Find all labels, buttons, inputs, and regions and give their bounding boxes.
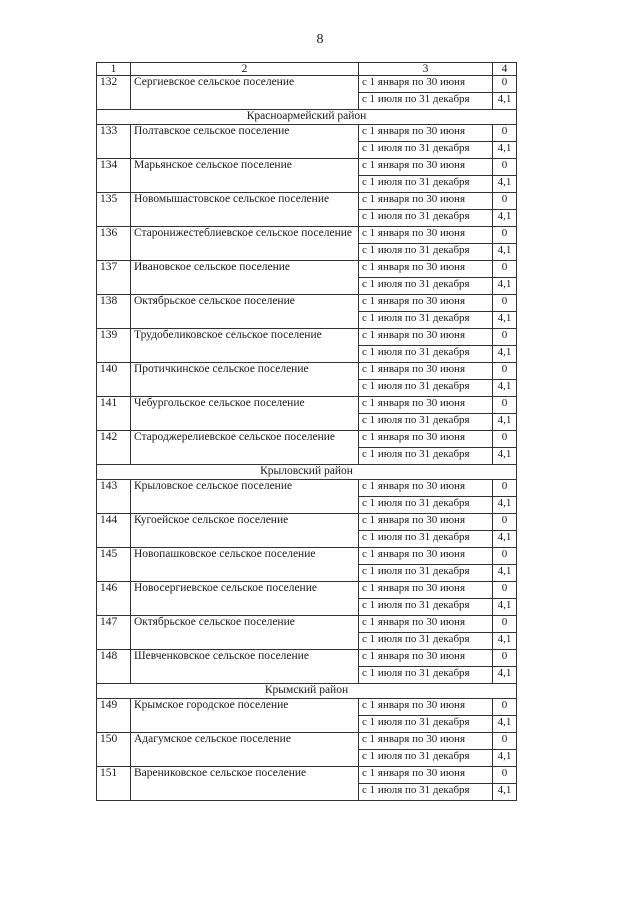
period-cell: с 1 июля по 31 декабря xyxy=(359,176,493,193)
settlement-name: Полтавское сельское поселение xyxy=(131,125,359,159)
table-row xyxy=(97,397,517,414)
table-row xyxy=(97,767,517,784)
table-row xyxy=(97,261,517,278)
value-cell: 0 xyxy=(493,397,517,414)
settlement-name: Варениковское сельское поселение xyxy=(131,767,359,801)
settlement-name: Адагумское сельское поселение xyxy=(131,733,359,767)
region-header-row xyxy=(97,465,517,480)
table-row xyxy=(97,616,517,633)
period-cell: с 1 января по 30 июня xyxy=(359,582,493,599)
period-cell: с 1 января по 30 июня xyxy=(359,397,493,414)
period-cell: с 1 января по 30 июня xyxy=(359,733,493,750)
row-number: 144 xyxy=(97,514,131,548)
row-number: 151 xyxy=(97,767,131,801)
value-cell: 0 xyxy=(493,329,517,346)
region-name: Крымский район xyxy=(97,684,517,699)
value-cell: 4,1 xyxy=(493,176,517,193)
value-cell: 0 xyxy=(493,363,517,380)
settlement-name: Протичкинское сельское поселение xyxy=(131,363,359,397)
period-cell: с 1 января по 30 июня xyxy=(359,767,493,784)
value-cell: 0 xyxy=(493,548,517,565)
period-cell: с 1 января по 30 июня xyxy=(359,76,493,93)
period-cell: с 1 июля по 31 декабря xyxy=(359,414,493,431)
table-row xyxy=(97,125,517,142)
table-row xyxy=(97,193,517,210)
row-number: 133 xyxy=(97,125,131,159)
value-cell: 0 xyxy=(493,616,517,633)
value-cell: 4,1 xyxy=(493,599,517,616)
region-header-row xyxy=(97,684,517,699)
period-cell: с 1 июля по 31 декабря xyxy=(359,750,493,767)
row-number: 141 xyxy=(97,397,131,431)
value-cell: 4,1 xyxy=(493,312,517,329)
period-cell: с 1 января по 30 июня xyxy=(359,548,493,565)
period-cell: с 1 июля по 31 декабря xyxy=(359,312,493,329)
row-number: 148 xyxy=(97,650,131,684)
row-number: 146 xyxy=(97,582,131,616)
settlement-name: Шевченковское сельское поселение xyxy=(131,650,359,684)
period-cell: с 1 июля по 31 декабря xyxy=(359,448,493,465)
row-number: 145 xyxy=(97,548,131,582)
period-cell: с 1 июля по 31 декабря xyxy=(359,531,493,548)
settlement-name: Кугоейское сельское поселение xyxy=(131,514,359,548)
settlement-name: Чебургольское сельское поселение xyxy=(131,397,359,431)
period-cell: с 1 января по 30 июня xyxy=(359,699,493,716)
table-row xyxy=(97,480,517,497)
row-number: 143 xyxy=(97,480,131,514)
settlement-name: Новомышастовское сельское поселение xyxy=(131,193,359,227)
column-header-row xyxy=(97,63,517,76)
table-row xyxy=(97,699,517,716)
table-row xyxy=(97,431,517,448)
period-cell: с 1 июля по 31 декабря xyxy=(359,784,493,801)
settlement-name: Крымское городское поселение xyxy=(131,699,359,733)
region-name: Крыловский район xyxy=(97,465,517,480)
period-cell: с 1 июля по 31 декабря xyxy=(359,599,493,616)
settlement-name: Сергиевское сельское поселение xyxy=(131,76,359,110)
value-cell: 4,1 xyxy=(493,278,517,295)
settlement-name: Трудобеликовское сельское поселение xyxy=(131,329,359,363)
value-cell: 4,1 xyxy=(493,414,517,431)
period-cell: с 1 января по 30 июня xyxy=(359,431,493,448)
period-cell: с 1 января по 30 июня xyxy=(359,329,493,346)
column-header-2: 2 xyxy=(131,63,359,76)
settlement-name: Старонижестеблиевское сельское поселение xyxy=(131,227,359,261)
value-cell: 0 xyxy=(493,159,517,176)
value-cell: 4,1 xyxy=(493,244,517,261)
value-cell: 0 xyxy=(493,76,517,93)
table-body xyxy=(97,63,517,801)
period-cell: с 1 января по 30 июня xyxy=(359,227,493,244)
period-cell: с 1 июля по 31 декабря xyxy=(359,244,493,261)
value-cell: 0 xyxy=(493,650,517,667)
value-cell: 4,1 xyxy=(493,784,517,801)
row-number: 137 xyxy=(97,261,131,295)
table-row xyxy=(97,159,517,176)
period-cell: с 1 января по 30 июня xyxy=(359,363,493,380)
value-cell: 0 xyxy=(493,514,517,531)
row-number: 140 xyxy=(97,363,131,397)
row-number: 150 xyxy=(97,733,131,767)
settlement-name: Октябрьское сельское поселение xyxy=(131,295,359,329)
value-cell: 4,1 xyxy=(493,750,517,767)
period-cell: с 1 июля по 31 декабря xyxy=(359,93,493,110)
row-number: 147 xyxy=(97,616,131,650)
value-cell: 0 xyxy=(493,699,517,716)
value-cell: 4,1 xyxy=(493,93,517,110)
value-cell: 0 xyxy=(493,227,517,244)
period-cell: с 1 июля по 31 декабря xyxy=(359,497,493,514)
column-header-4: 4 xyxy=(493,63,517,76)
table-row xyxy=(97,76,517,93)
period-cell: с 1 июля по 31 декабря xyxy=(359,278,493,295)
value-cell: 0 xyxy=(493,125,517,142)
value-cell: 4,1 xyxy=(493,667,517,684)
region-name: Красноармейский район xyxy=(97,110,517,125)
period-cell: с 1 июля по 31 декабря xyxy=(359,142,493,159)
settlement-name: Ивановское сельское поселение xyxy=(131,261,359,295)
settlement-name: Новопашковское сельское поселение xyxy=(131,548,359,582)
settlement-name: Октябрьское сельское поселение xyxy=(131,616,359,650)
period-cell: с 1 января по 30 июня xyxy=(359,125,493,142)
period-cell: с 1 января по 30 июня xyxy=(359,261,493,278)
value-cell: 0 xyxy=(493,582,517,599)
value-cell: 4,1 xyxy=(493,497,517,514)
period-cell: с 1 января по 30 июня xyxy=(359,616,493,633)
value-cell: 0 xyxy=(493,480,517,497)
period-cell: с 1 июля по 31 декабря xyxy=(359,633,493,650)
column-header-3: 3 xyxy=(359,63,493,76)
period-cell: с 1 июля по 31 декабря xyxy=(359,565,493,582)
value-cell: 0 xyxy=(493,193,517,210)
table-row xyxy=(97,733,517,750)
row-number: 138 xyxy=(97,295,131,329)
value-cell: 0 xyxy=(493,733,517,750)
value-cell: 4,1 xyxy=(493,142,517,159)
value-cell: 0 xyxy=(493,431,517,448)
row-number: 136 xyxy=(97,227,131,261)
period-cell: с 1 января по 30 июня xyxy=(359,514,493,531)
page-number: 8 xyxy=(316,32,324,47)
table-row xyxy=(97,363,517,380)
row-number: 134 xyxy=(97,159,131,193)
period-cell: с 1 января по 30 июня xyxy=(359,295,493,312)
table-row xyxy=(97,548,517,565)
period-cell: с 1 июля по 31 декабря xyxy=(359,210,493,227)
table-row xyxy=(97,650,517,667)
settlement-table xyxy=(96,62,517,801)
value-cell: 4,1 xyxy=(493,380,517,397)
value-cell: 0 xyxy=(493,295,517,312)
period-cell: с 1 июля по 31 декабря xyxy=(359,667,493,684)
value-cell: 0 xyxy=(493,767,517,784)
period-cell: с 1 июля по 31 декабря xyxy=(359,380,493,397)
value-cell: 4,1 xyxy=(493,531,517,548)
table-row xyxy=(97,582,517,599)
period-cell: с 1 января по 30 июня xyxy=(359,650,493,667)
table-row xyxy=(97,227,517,244)
row-number: 132 xyxy=(97,76,131,110)
value-cell: 0 xyxy=(493,261,517,278)
value-cell: 4,1 xyxy=(493,346,517,363)
table-row xyxy=(97,295,517,312)
settlement-name: Староджерелиевское сельское поселение xyxy=(131,431,359,465)
period-cell: с 1 июля по 31 декабря xyxy=(359,346,493,363)
table-row xyxy=(97,329,517,346)
value-cell: 4,1 xyxy=(493,633,517,650)
period-cell: с 1 января по 30 июня xyxy=(359,159,493,176)
value-cell: 4,1 xyxy=(493,448,517,465)
row-number: 149 xyxy=(97,699,131,733)
value-cell: 4,1 xyxy=(493,716,517,733)
settlement-name: Марьянское сельское поселение xyxy=(131,159,359,193)
row-number: 142 xyxy=(97,431,131,465)
settlement-name: Крыловское сельское поселение xyxy=(131,480,359,514)
period-cell: с 1 июля по 31 декабря xyxy=(359,716,493,733)
value-cell: 4,1 xyxy=(493,210,517,227)
period-cell: с 1 января по 30 июня xyxy=(359,480,493,497)
row-number: 135 xyxy=(97,193,131,227)
column-header-1: 1 xyxy=(97,63,131,76)
row-number: 139 xyxy=(97,329,131,363)
settlement-name: Новосергиевское сельское поселение xyxy=(131,582,359,616)
period-cell: с 1 января по 30 июня xyxy=(359,193,493,210)
table-row xyxy=(97,514,517,531)
region-header-row xyxy=(97,110,517,125)
value-cell: 4,1 xyxy=(493,565,517,582)
